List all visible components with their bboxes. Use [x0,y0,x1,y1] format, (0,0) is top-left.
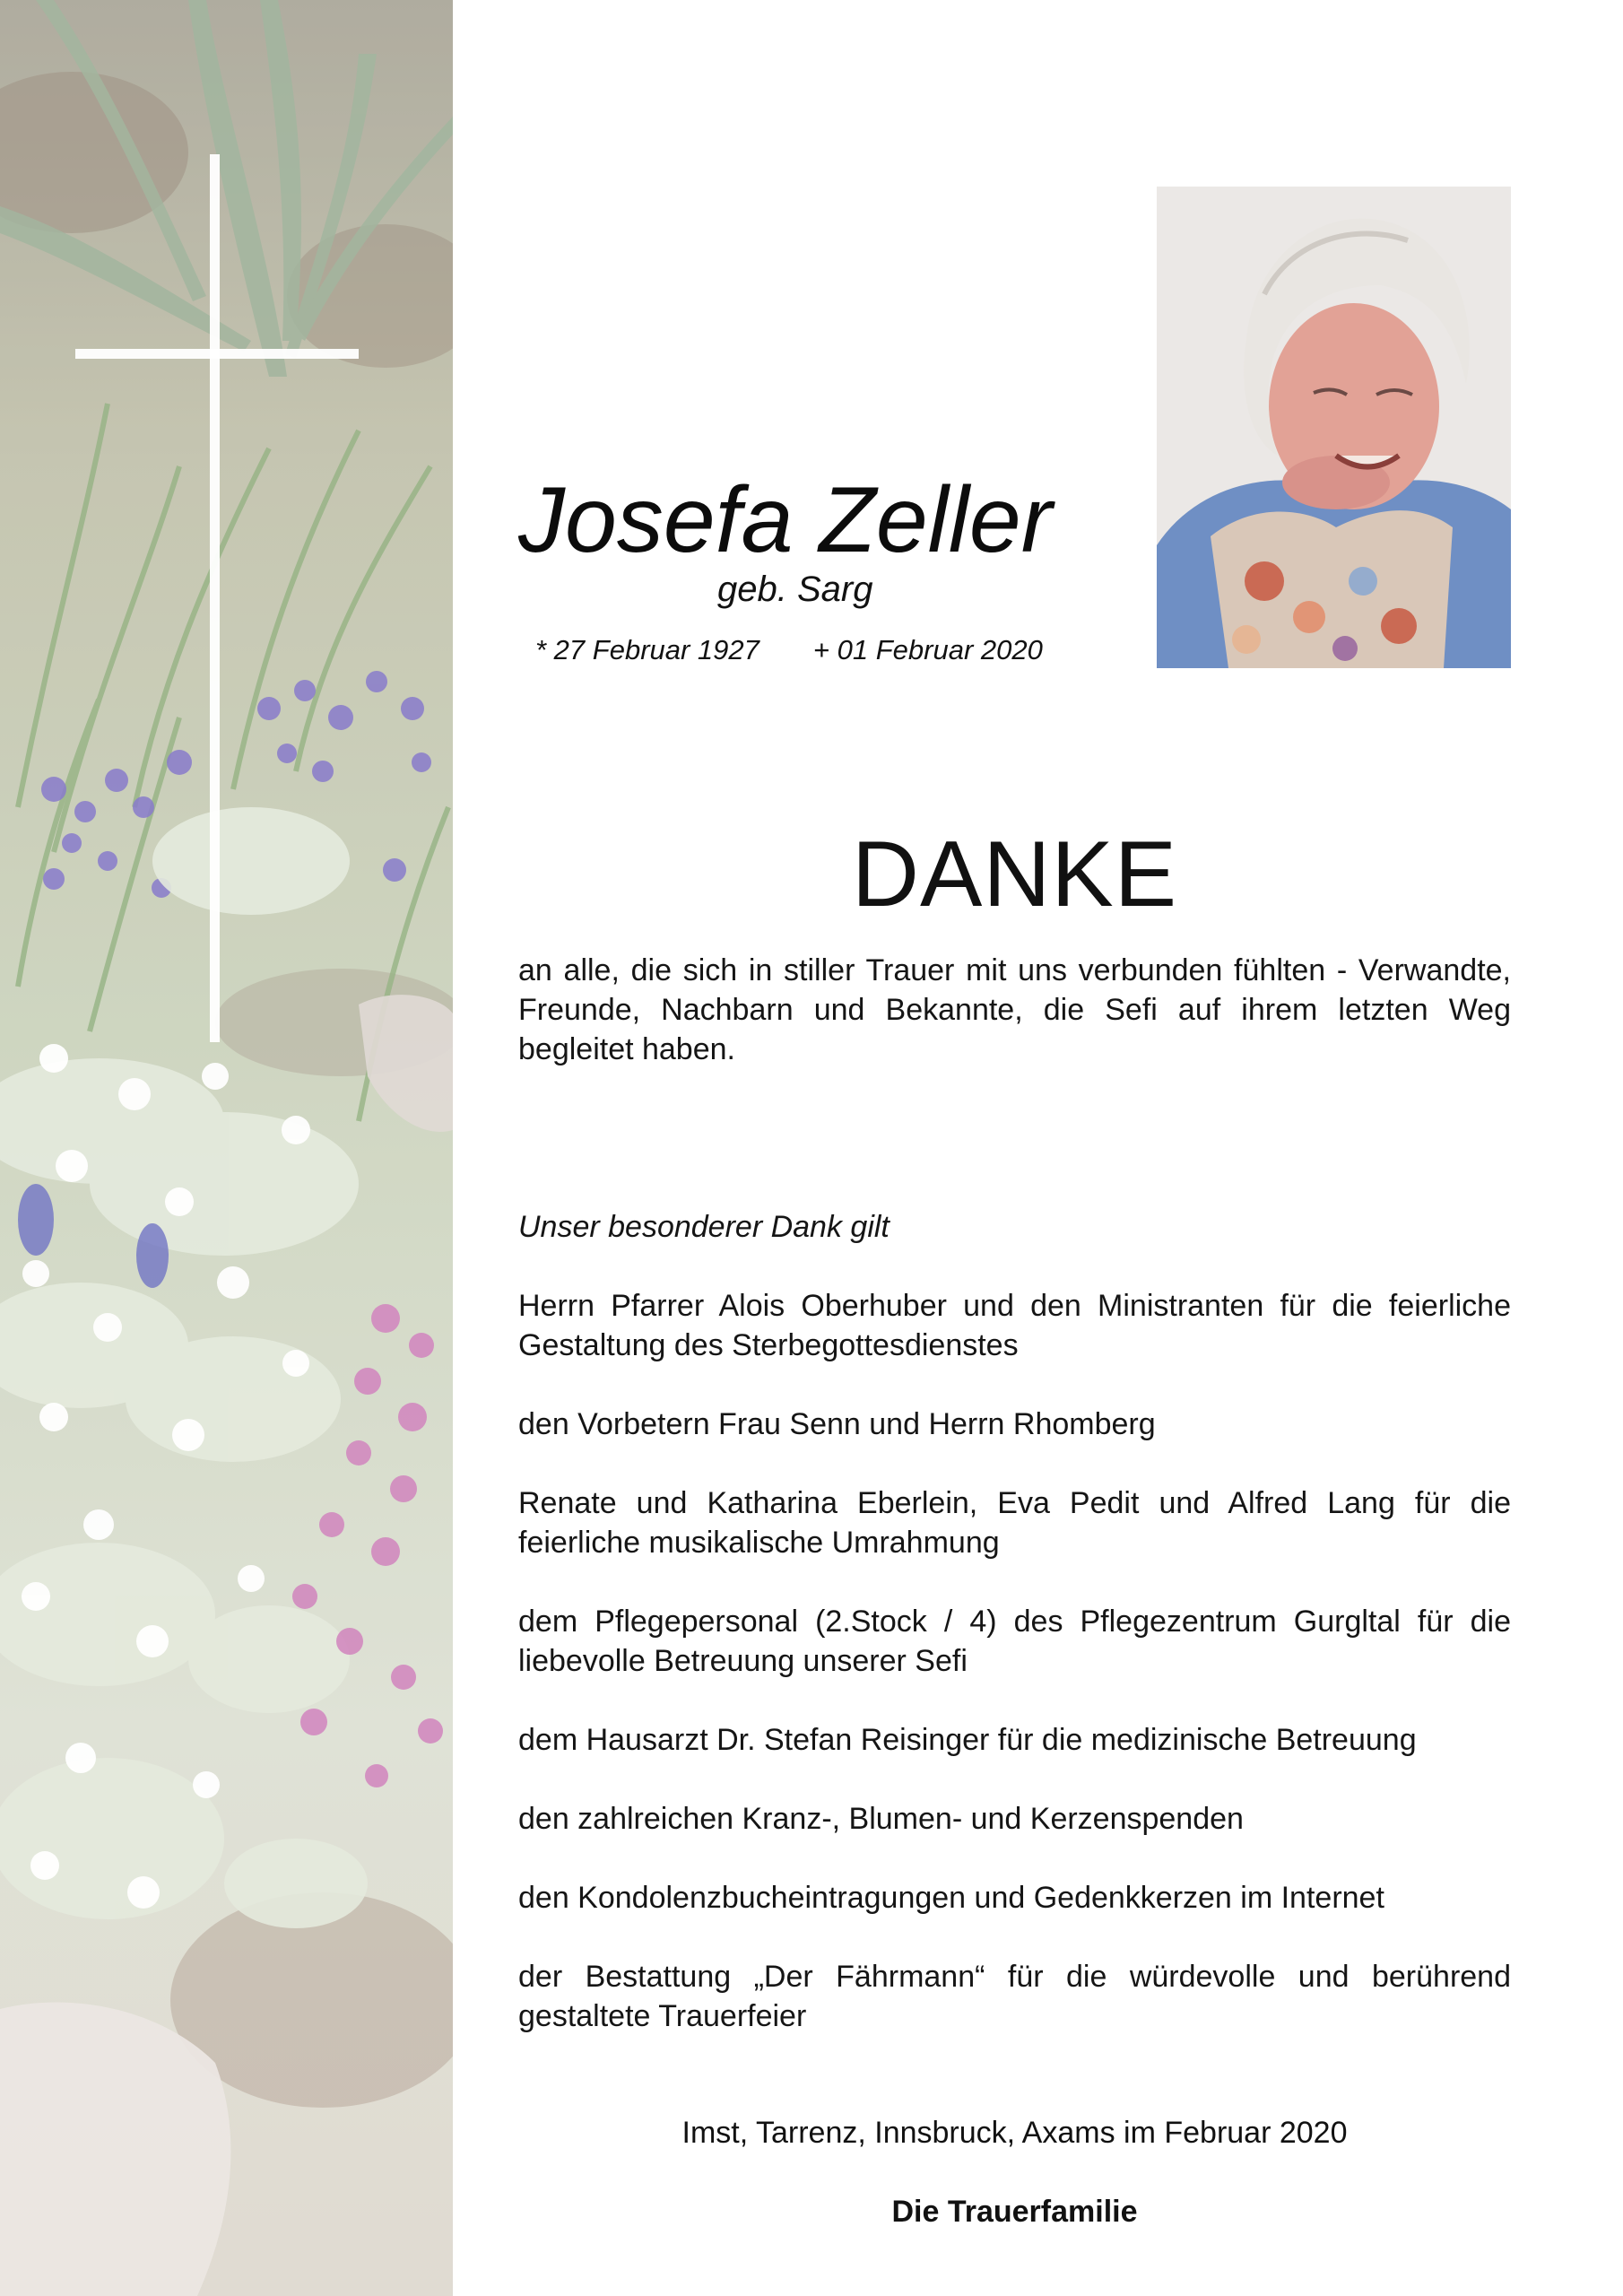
portrait-photo [1157,187,1511,668]
life-dates [535,632,1043,668]
signature: Die Trauerfamilie [891,2195,1138,2229]
thanks-item-prayer-leaders: den Vorbetern Frau Senn und Herrn Rhomberg [518,1407,1156,1441]
thanks-item-donations: den zahlreichen Kranz-, Blumen- und Kerzenspenden [518,1802,1244,1836]
thanks-item-priest: Herrn Pfarrer Alois Oberhuber und den Ministranten für die feierliche Gestaltung des Sterbegottesdienstes [518,1289,1511,1362]
birth-date: * 27 Februar 1927 [535,634,759,665]
special-thanks-heading: Unser besonderer Dank gilt [518,1210,890,1244]
intro-paragraph: an alle, die sich in stiller Trauer mit uns verbunden fühlten - Verwandte, Freunde, Nachbarn und Bekannte, die Sefi auf ihrem letzten Weg begleitet haben. [518,953,1511,1066]
place-and-date: Imst, Tarrenz, Innsbruck, Axams im Februar 2020 [681,2116,1348,2150]
cross-vertical-beam [210,154,220,1042]
thanks-heading: DANKE [851,822,1178,926]
garden-flowers-image [0,0,453,2296]
thanks-list [518,1286,1511,2075]
birth-name: geb. Sarg [717,570,873,609]
thanks-item-care-staff: dem Pflegepersonal (2.Stock / 4) des Pflegezentrum Gurgltal für die liebevolle Betreuung unserer Sefi [518,1605,1511,1678]
thanks-item-doctor: dem Hausarzt Dr. Stefan Reisinger für die medizinische Betreuung [518,1723,1417,1757]
thanks-item-condolences: den Kondolenzbucheintragungen und Gedenkkerzen im Internet [518,1881,1384,1915]
cross-horizontal-beam [75,349,359,359]
thanks-item-musicians: Renate und Katharina Eberlein, Eva Pedit und Alfred Lang für die feierliche musikalische Umrahmung [518,1486,1511,1560]
deceased-name: Josefa Zeller [518,468,1053,572]
death-date: + 01 Februar 2020 [812,634,1043,665]
thanks-item-funeral-home: der Bestattung „Der Fährmann“ für die würdevolle und berührend gestaltete Trauerfeier [518,1960,1511,2033]
